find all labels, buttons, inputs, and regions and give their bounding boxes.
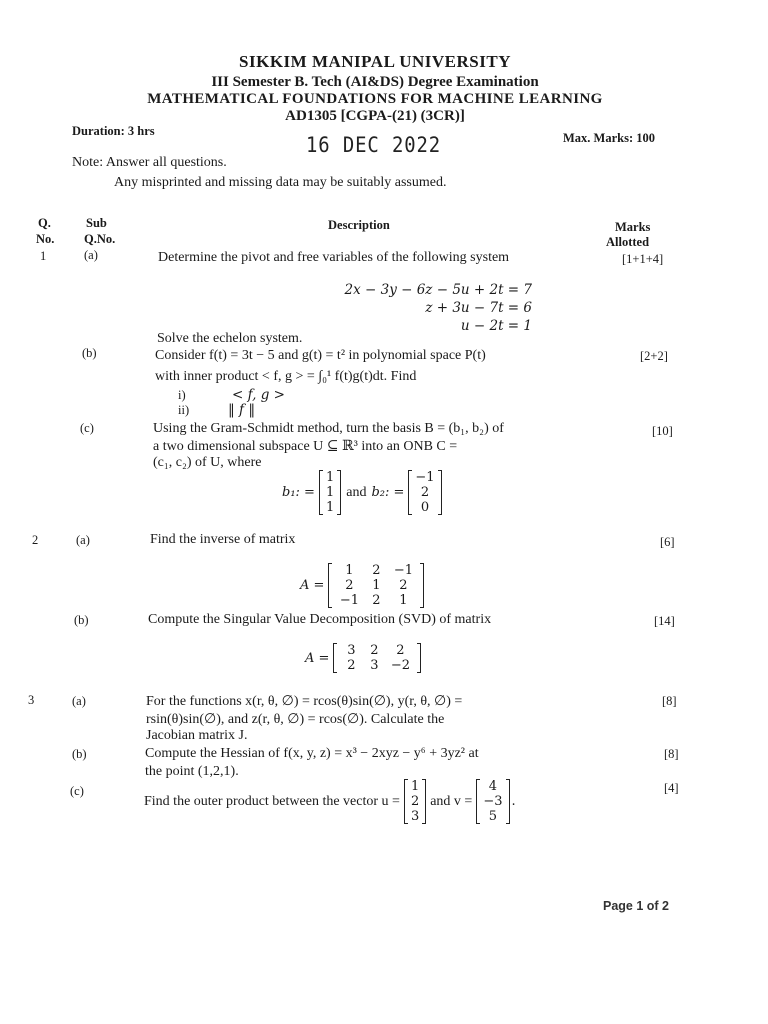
q1a-equation-3: u − 2t = 1 [460, 318, 532, 334]
u-entry: 2 [410, 794, 420, 809]
q1c-b1-label: b₁: = [282, 485, 315, 500]
b2-entry: 0 [420, 500, 430, 515]
q2a-label: (a) [76, 533, 90, 547]
q1c-label: (c) [80, 421, 94, 435]
q3c-marks: [4] [664, 781, 679, 795]
q1a-label: (a) [84, 248, 98, 262]
subject-title: MATHEMATICAL FOUNDATIONS FOR MACHINE LEARNING [147, 91, 603, 107]
page-number: Page 1 of 2 [603, 899, 669, 913]
q3a-text-3: Jacobian matrix J. [146, 728, 248, 743]
q1c-text-1: Using the Gram-Schmidt method, turn the basis B = (b₁, b₂) of [153, 421, 504, 436]
date-stamp: 16 DEC 2022 [306, 133, 442, 157]
max-marks: Max. Marks: 100 [563, 131, 655, 145]
q1b-i-label: i) [178, 388, 186, 402]
b2-entry: −1 [415, 470, 435, 485]
q2a-matrix [300, 563, 424, 608]
b2-entry: 2 [420, 485, 430, 500]
note-line-2: Any misprinted and missing data may be suitably assumed. [114, 175, 447, 190]
university-name: SIKKIM MANIPAL UNIVERSITY [239, 52, 511, 71]
matrix-cell: 2 [345, 578, 354, 593]
q1b-text-1: Consider f(t) = 3t − 5 and g(t) = t² in polynomial space P(t) [155, 348, 486, 363]
q1c-marks: [10] [652, 424, 673, 438]
col-marks-2: Allotted [606, 235, 650, 249]
q1c-b1-vector [282, 470, 442, 515]
q2b-label: (b) [74, 613, 89, 627]
q1b-marks: [2+2] [640, 349, 668, 363]
matrix-cell: 2 [347, 658, 356, 673]
matrix-cell: 2 [372, 563, 381, 578]
matrix-cell: −1 [339, 593, 359, 608]
col-description: Description [328, 218, 390, 232]
q1a-text: Determine the pivot and free variables of the following system [158, 250, 510, 265]
q1c-b2-label: b₂: = [371, 485, 405, 500]
b1-entry: 1 [325, 485, 335, 500]
q1a-text-2: Solve the echelon system. [157, 331, 303, 346]
matrix-cell: 3 [347, 643, 356, 658]
q3a-marks: [8] [662, 694, 677, 708]
v-entry: −3 [483, 794, 503, 809]
q3a-text-1: For the functions x(r, θ, ∅) = rcos(θ)sin(∅), y(r, θ, ∅) = [146, 694, 463, 709]
q2b-text: Compute the Singular Value Decomposition (SVD) of matrix [148, 612, 492, 627]
col-q-no-1: Q. [38, 216, 51, 230]
q3b-label: (b) [72, 747, 87, 761]
q1a-equation-1: 2x − 3y − 6z − 5u + 2t = 7 [344, 282, 532, 298]
note-line-1: Note: Answer all questions. [72, 155, 227, 170]
q1c-text-2: a two dimensional subspace U ⊆ ℝ³ into an ONB C = [153, 439, 458, 454]
q2-number: 2 [32, 533, 39, 547]
matrix-cell: −2 [390, 658, 410, 673]
q2a-text: Find the inverse of matrix [150, 532, 296, 547]
duration: Duration: 3 hrs [72, 124, 155, 138]
q3b-text-1: Compute the Hessian of f(x, y, z) = x³ − 2xyz − y⁶ + 3yz² at [145, 746, 479, 761]
q2b-marks: [14] [654, 614, 675, 628]
q3b-marks: [8] [664, 747, 679, 761]
u-entry: 3 [410, 809, 420, 824]
q1b-i: < f, g > [232, 387, 285, 403]
q2b-matrix [305, 643, 421, 673]
v-entry: 4 [488, 779, 498, 794]
course-code: AD1305 [CGPA-(21) (3CR)] [285, 108, 465, 124]
col-marks-1: Marks [615, 220, 651, 234]
q2b-matrix-label: A = [305, 650, 330, 666]
q3c-outer-product [144, 779, 516, 824]
q3c-and-v: and v = [430, 793, 473, 809]
matrix-cell: 1 [345, 563, 354, 578]
matrix-cell: −1 [393, 563, 413, 578]
matrix-cell: 2 [399, 578, 408, 593]
q1b-text-2: with inner product < f, g > = ∫₀¹ f(t)g(t)dt. Find [155, 369, 417, 384]
q3c-period: . [511, 794, 516, 809]
q3-number: 3 [28, 693, 35, 707]
q1c-text-3: (c₁, c₂) of U, where [153, 455, 262, 470]
v-entry: 5 [488, 809, 498, 824]
u-entry: 1 [410, 779, 420, 794]
q1b-ii: ‖ f ‖ [228, 402, 256, 418]
matrix-cell: 2 [372, 593, 381, 608]
matrix-cell: 3 [370, 658, 379, 673]
b1-entry: 1 [325, 470, 335, 485]
q1c-and: and [346, 484, 367, 500]
b1-entry: 1 [325, 500, 335, 515]
q2a-matrix-label: A = [300, 578, 325, 593]
col-sub-1: Sub [86, 216, 107, 230]
q3a-text-2: rsin(θ)sin(∅), and z(r, θ, ∅) = rcos(∅). Calculate the [146, 712, 445, 727]
exam-title: III Semester B. Tech (AI&DS) Degree Examination [211, 74, 539, 90]
q3c-text: Find the outer product between the vector u = [144, 793, 400, 809]
q1b-label: (b) [82, 346, 97, 360]
q1a-marks: [1+1+4] [622, 252, 664, 266]
matrix-cell: 2 [396, 643, 405, 658]
matrix-cell: 2 [370, 643, 379, 658]
q2a-marks: [6] [660, 535, 675, 549]
col-q-no-2: No. [36, 232, 55, 246]
q3b-text-2: the point (1,2,1). [145, 764, 239, 779]
q1b-ii-label: ii) [178, 403, 190, 417]
q3c-label: (c) [70, 784, 84, 798]
matrix-cell: 1 [372, 578, 381, 593]
q3a-label: (a) [72, 694, 86, 708]
q1-number: 1 [40, 249, 47, 263]
q1a-equation-2: z + 3u − 7t = 6 [425, 300, 532, 316]
matrix-cell: 1 [399, 593, 408, 608]
col-sub-2: Q.No. [84, 232, 116, 246]
